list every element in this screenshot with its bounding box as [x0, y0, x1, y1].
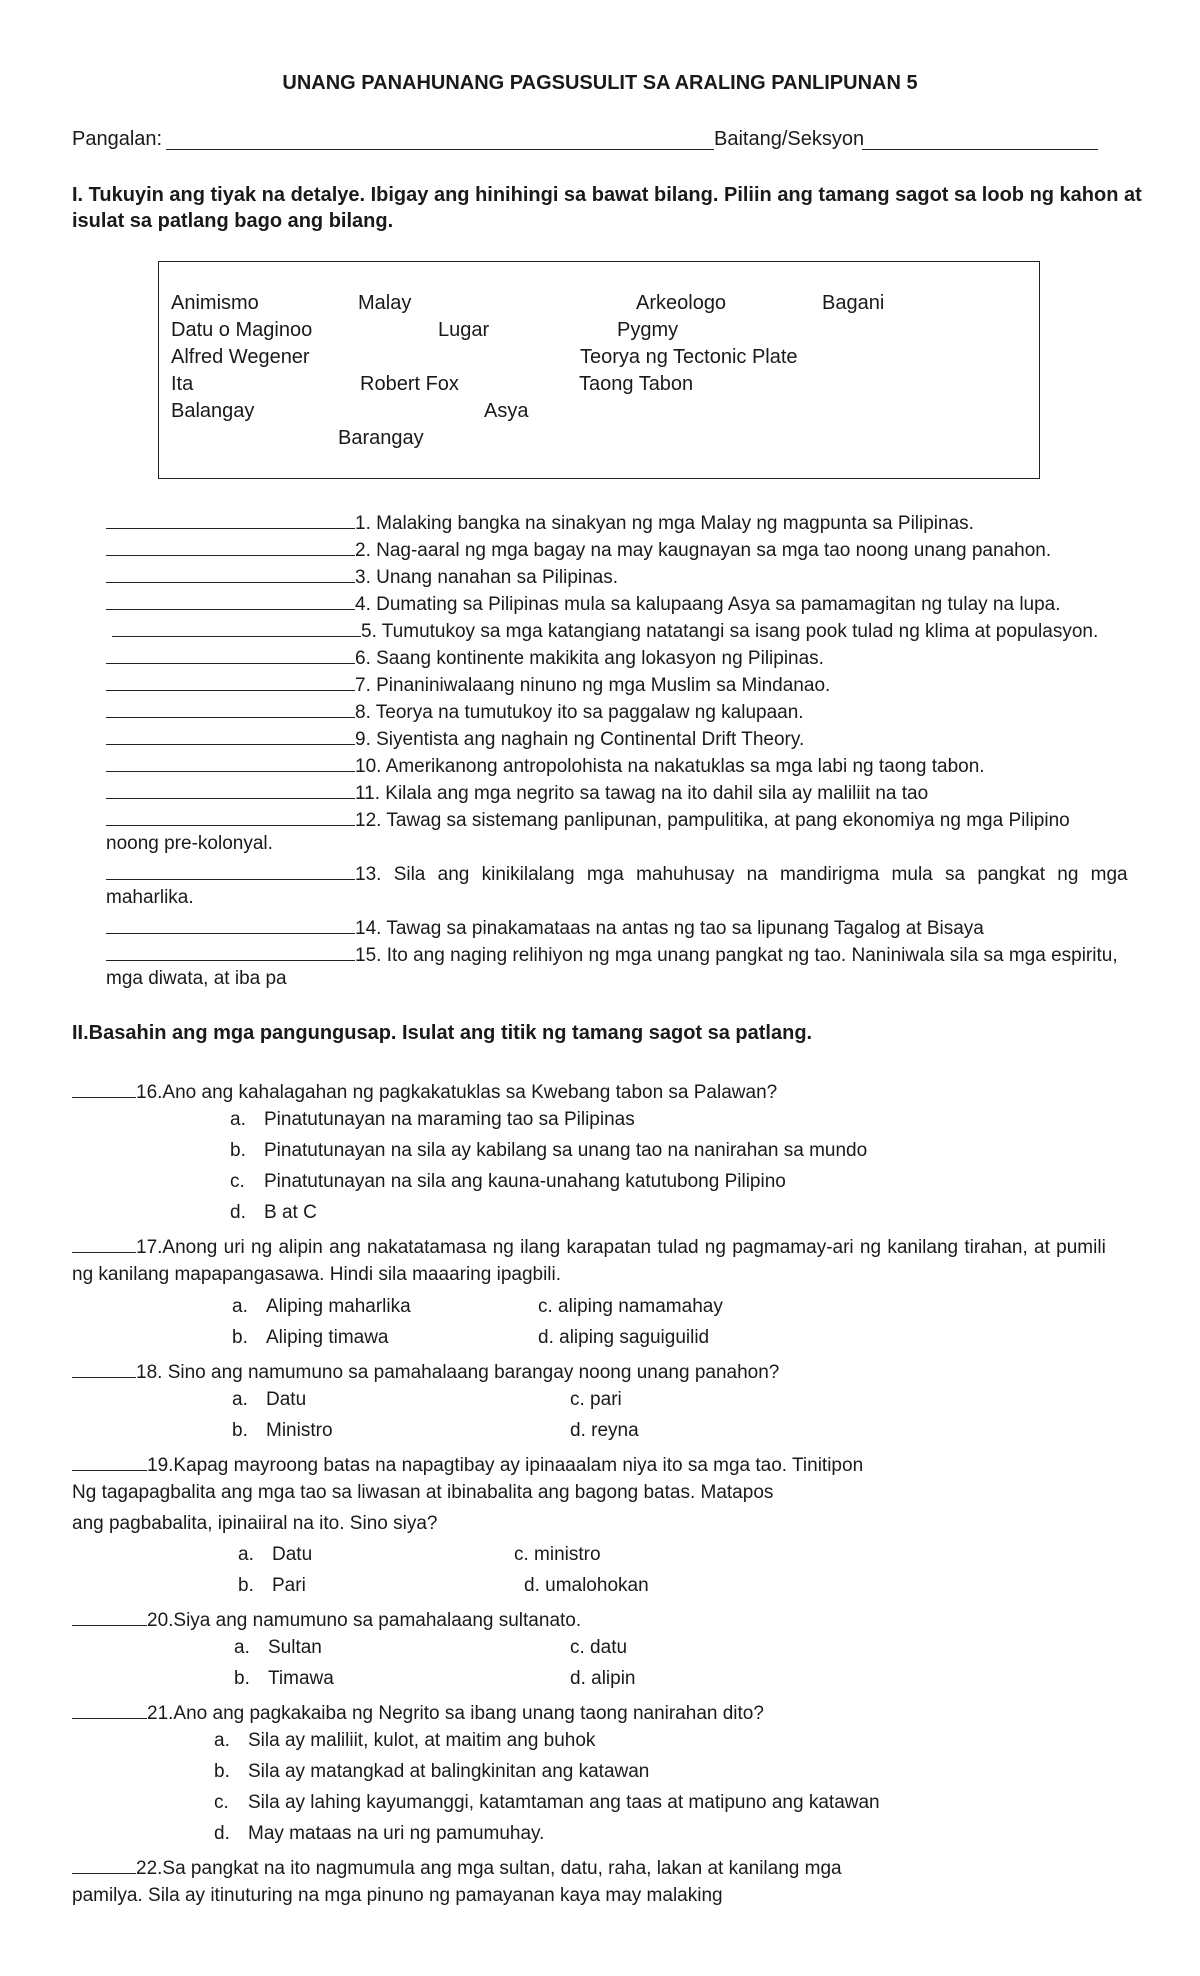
- option-letter: d.: [230, 1202, 246, 1223]
- question-text: 18. Sino ang namumuno sa pamahalaang barangay noong unang panahon?: [136, 1362, 780, 1383]
- question-text-cont: ang pagbabalita, ipinaiiral na ito. Sino siya?: [72, 1513, 438, 1534]
- section-field[interactable]: [862, 149, 1098, 150]
- option: [214, 1823, 544, 1845]
- answer-blank[interactable]: [106, 671, 355, 691]
- option-text: Datu: [266, 1389, 307, 1410]
- option: [232, 1389, 306, 1411]
- word-bank-item: Arkeologo: [636, 292, 727, 314]
- item-continuation: mga diwata, at iba pa: [106, 968, 287, 989]
- question-text-cont: pamilya. Sila ay itinuturing na mga pinuno ng pamayanan kaya may malaking: [72, 1885, 723, 1906]
- option: d. umalohokan: [524, 1575, 649, 1596]
- item-text: 6. Saang kontinente makikita ang lokasyon ng Pilipinas.: [355, 648, 824, 669]
- answer-blank[interactable]: [72, 1358, 136, 1378]
- word-bank-item: Pygmy: [617, 319, 679, 341]
- item-continuation: noong pre-kolonyal.: [106, 833, 273, 854]
- option: [232, 1420, 333, 1442]
- word-bank-box: [158, 261, 1040, 479]
- option-letter: a.: [232, 1389, 248, 1410]
- option-text: Timawa: [268, 1668, 334, 1689]
- answer-blank[interactable]: [72, 1078, 136, 1098]
- answer-blank[interactable]: [106, 752, 355, 772]
- name-label: Pangalan:: [72, 128, 163, 150]
- option: [230, 1202, 317, 1224]
- item-text: 2. Nag-aaral ng mga bagay na may kaugnayan sa mga tao noong unang panahon.: [355, 540, 1052, 561]
- item-text: 5. Tumutukoy sa mga katangiang natatangi sa isang pook tulad ng klima at populasyon.: [361, 621, 1099, 642]
- option-letter: c.: [230, 1171, 245, 1192]
- answer-blank[interactable]: [106, 698, 355, 718]
- part1-item: [106, 671, 830, 697]
- part1-item: [106, 725, 804, 751]
- item-text: 1. Malaking bangka na sinakyan ng mga Malay ng magpunta sa Pilipinas.: [355, 513, 974, 534]
- item-text: 15. Ito ang naging relihiyon ng mga unang pangkat ng tao. Naniniwala sila sa mga espiritu,: [355, 945, 1118, 966]
- option-text: Sila ay matangkad at balingkinitan ang katawan: [248, 1761, 650, 1782]
- question-20: [72, 1606, 581, 1632]
- option-letter: b.: [232, 1327, 248, 1348]
- option: [230, 1109, 635, 1131]
- part1-item: [106, 698, 804, 724]
- option: [214, 1730, 595, 1752]
- part2-instruction: II.Basahin ang mga pangungusap. Isulat ang titik ng tamang sagot sa patlang.: [72, 1022, 813, 1044]
- part1-item: [106, 860, 1128, 886]
- item-text: 4. Dumating sa Pilipinas mula sa kalupaang Asya sa pamamagitan ng tulay na lupa.: [355, 594, 1061, 615]
- answer-blank[interactable]: [106, 590, 355, 610]
- answer-blank[interactable]: [112, 617, 361, 637]
- word-bank-item: Ita: [171, 373, 194, 395]
- answer-blank[interactable]: [106, 509, 355, 529]
- name-field[interactable]: [166, 149, 714, 150]
- word-bank-item: Barangay: [338, 427, 424, 449]
- item-continuation: maharlika.: [106, 887, 194, 908]
- word-bank-item: Taong Tabon: [579, 373, 694, 395]
- question-text: 21.Ano ang pagkakaiba ng Negrito sa ibang unang taong nanirahan dito?: [147, 1703, 764, 1724]
- answer-blank[interactable]: [106, 914, 355, 934]
- answer-blank[interactable]: [106, 563, 355, 583]
- item-text: 13. Sila ang kinikilalang mga mahuhusay na mandirigma mula sa pangkat ng mga: [355, 864, 1128, 885]
- option: [230, 1140, 867, 1162]
- answer-blank[interactable]: [106, 860, 355, 880]
- option-letter: b.: [230, 1140, 246, 1161]
- part1-item: [106, 644, 824, 670]
- option: [232, 1296, 411, 1318]
- option: [230, 1171, 786, 1193]
- option: [214, 1792, 880, 1814]
- item-text: 7. Pinaniniwalaang ninuno ng mga Muslim sa Mindanao.: [355, 675, 831, 696]
- option-text: Pinatutunayan na sila ang kauna-unahang katutubong Pilipino: [264, 1171, 786, 1192]
- option-letter: b.: [238, 1575, 254, 1596]
- answer-blank[interactable]: [72, 1233, 136, 1253]
- word-bank-item: Alfred Wegener: [171, 346, 310, 368]
- item-text: 14. Tawag sa pinakamataas na antas ng tao sa lipunang Tagalog at Bisaya: [355, 918, 984, 939]
- answer-blank[interactable]: [72, 1451, 147, 1471]
- option-text: Pinatutunayan na sila ay kabilang sa unang tao na nanirahan sa mundo: [264, 1140, 868, 1161]
- part1-item: [106, 590, 1061, 616]
- part1-instruction-line1: I. Tukuyin ang tiyak na detalye. Ibigay ang hinihingi sa bawat bilang. Piliin ang tamang sagot sa loob ng kahon at: [72, 184, 1142, 206]
- option: [238, 1544, 312, 1566]
- option-letter: a.: [230, 1109, 246, 1130]
- item-text: 8. Teorya na tumutukoy ito sa paggalaw ng kalupaan.: [355, 702, 804, 723]
- option-text: Sila ay lahing kayumanggi, katamtaman ang taas at matipuno ang katawan: [248, 1792, 880, 1813]
- word-bank-item: Bagani: [822, 292, 885, 314]
- option: d. reyna: [570, 1420, 639, 1441]
- question-17: [72, 1233, 1106, 1259]
- option-text: Pinatutunayan na maraming tao sa Pilipinas: [264, 1109, 635, 1130]
- word-bank-item: Asya: [484, 400, 529, 422]
- question-text: 20.Siya ang namumuno sa pamahalaang sultanato.: [147, 1610, 582, 1631]
- item-text: 3. Unang nanahan sa Pilipinas.: [355, 567, 619, 588]
- answer-blank[interactable]: [106, 644, 355, 664]
- question-text: 19.Kapag mayroong batas na napagtibay ay ipinaaalam niya ito sa mga tao. Tinitipon: [147, 1455, 864, 1476]
- word-bank-item: Balangay: [171, 400, 255, 422]
- question-text: 17.Anong uri ng alipin ang nakatatamasa ng ilang karapatan tulad ng pagmamay-ari ng kanilang tirahan, at pumili: [136, 1237, 1106, 1258]
- part1-item: [106, 563, 618, 589]
- answer-blank[interactable]: [72, 1854, 136, 1874]
- answer-blank[interactable]: [72, 1699, 147, 1719]
- option-text: Sila ay maliliit, kulot, at maitim ang buhok: [248, 1730, 596, 1751]
- answer-blank[interactable]: [106, 806, 355, 826]
- option-letter: c.: [214, 1792, 229, 1813]
- option: c. aliping namamahay: [538, 1296, 723, 1317]
- part1-item: [106, 752, 985, 778]
- page-title: UNANG PANAHUNANG PAGSUSULIT SA ARALING PANLIPUNAN 5: [282, 72, 918, 94]
- answer-blank[interactable]: [106, 725, 355, 745]
- item-text: 10. Amerikanong antropolohista na nakatuklas sa mga labi ng taong tabon.: [355, 756, 985, 777]
- option: c. datu: [570, 1637, 628, 1658]
- option: c. ministro: [514, 1544, 601, 1565]
- word-bank-item: Robert Fox: [360, 373, 459, 395]
- question-21: [72, 1699, 764, 1725]
- part1-item: [106, 941, 1118, 967]
- part1-item: [112, 617, 1098, 643]
- option-text: Ministro: [266, 1420, 333, 1441]
- word-bank-item: Malay: [358, 292, 412, 314]
- item-text: 12. Tawag sa sistemang panlipunan, pampulitika, at pang ekonomiya ng mga Pilipino: [355, 810, 1070, 831]
- answer-blank[interactable]: [106, 941, 355, 961]
- answer-blank[interactable]: [106, 536, 355, 556]
- question-18: [72, 1358, 779, 1384]
- option-letter: b.: [234, 1668, 250, 1689]
- option-letter: b.: [214, 1761, 230, 1782]
- answer-blank[interactable]: [72, 1606, 147, 1626]
- word-bank-item: Animismo: [171, 292, 259, 314]
- question-text: 22.Sa pangkat na ito nagmumula ang mga sultan, datu, raha, lakan at kanilang mga: [136, 1858, 842, 1879]
- part1-item: [106, 806, 1070, 832]
- question-19: [72, 1451, 863, 1477]
- question-text-cont: ng kanilang mapapangasawa. Hindi sila maaaring ipagbili.: [72, 1264, 562, 1285]
- option: [234, 1668, 334, 1690]
- option: d. alipin: [570, 1668, 636, 1689]
- question-22: [72, 1854, 842, 1880]
- item-text: 11. Kilala ang mga negrito sa tawag na ito dahil sila ay maliliit na tao: [355, 783, 929, 804]
- option: [214, 1761, 649, 1783]
- option-letter: a.: [234, 1637, 250, 1658]
- answer-blank[interactable]: [106, 779, 355, 799]
- option-letter: a.: [238, 1544, 254, 1565]
- option-text: Datu: [272, 1544, 313, 1565]
- option: d. aliping saguiguilid: [538, 1327, 710, 1348]
- option: [238, 1575, 306, 1597]
- part1-item: [106, 914, 984, 940]
- option-text: Sultan: [268, 1637, 322, 1658]
- option: [232, 1327, 389, 1349]
- word-bank-item: Datu o Maginoo: [171, 319, 313, 341]
- section-label: Baitang/Seksyon: [714, 128, 865, 150]
- option-text: Pari: [272, 1575, 306, 1596]
- option-text: B at C: [264, 1202, 317, 1223]
- word-bank-item: Lugar: [438, 319, 490, 341]
- option-text: May mataas na uri ng pamumuhay.: [248, 1823, 545, 1844]
- question-text-cont: Ng tagapagbalita ang mga tao sa liwasan at ibinabalita ang bagong batas. Matapos: [72, 1482, 774, 1503]
- option-letter: d.: [214, 1823, 230, 1844]
- question-16: [72, 1078, 777, 1104]
- item-text: 9. Siyentista ang naghain ng Continental Drift Theory.: [355, 729, 805, 750]
- option-letter: b.: [232, 1420, 248, 1441]
- option-text: Aliping timawa: [266, 1327, 389, 1348]
- option-text: Aliping maharlika: [266, 1296, 411, 1317]
- option: c. pari: [570, 1389, 622, 1410]
- part1-item: [106, 536, 1051, 562]
- word-bank-item: Teorya ng Tectonic Plate: [580, 346, 798, 368]
- option-letter: a.: [214, 1730, 230, 1751]
- part1-instruction-line2: isulat sa patlang bago ang bilang.: [72, 210, 394, 232]
- part1-item: [106, 509, 974, 535]
- option-letter: a.: [232, 1296, 248, 1317]
- option: [234, 1637, 322, 1659]
- part1-item: [106, 779, 928, 805]
- question-text: 16.Ano ang kahalagahan ng pagkakatuklas sa Kwebang tabon sa Palawan?: [136, 1082, 778, 1103]
